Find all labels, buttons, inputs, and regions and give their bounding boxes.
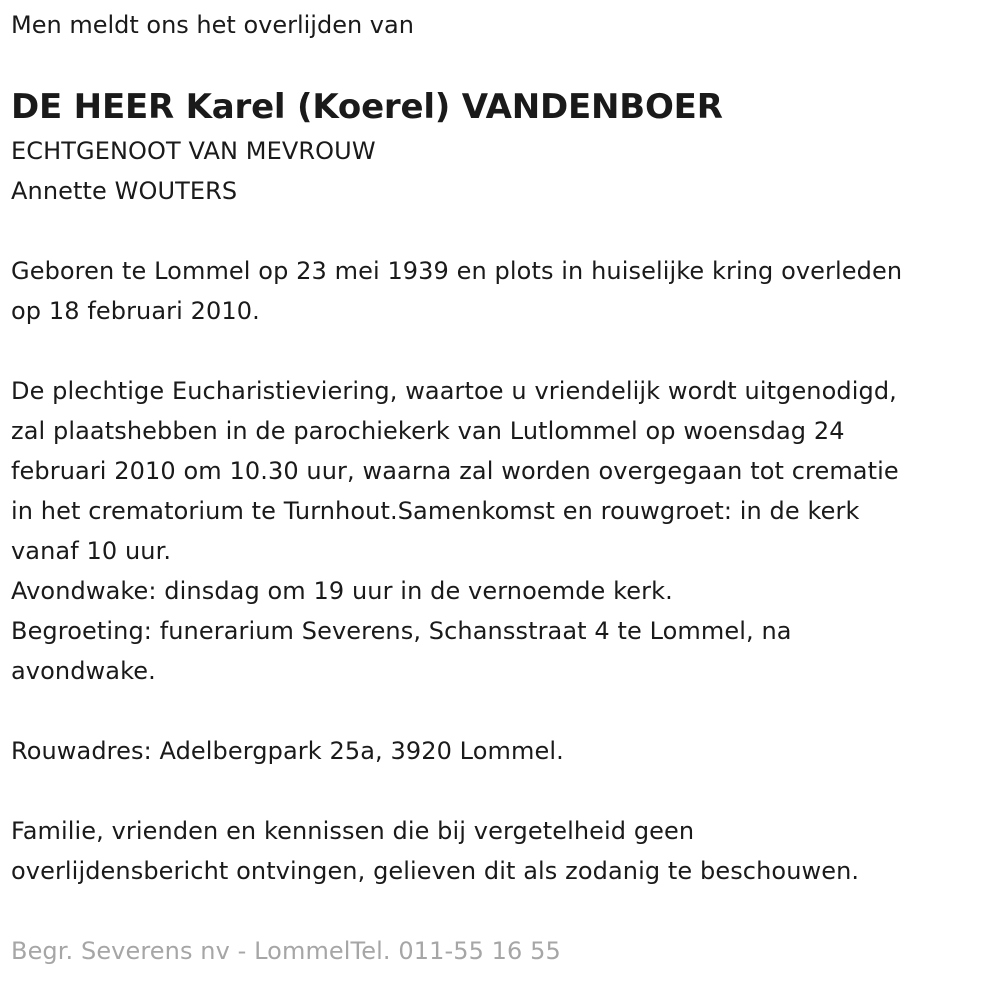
- spacer: [11, 771, 991, 811]
- ceremony-line: in het crematorium te Turnhout.Samenkomst en rouwgroet: in de kerk: [11, 497, 860, 525]
- ceremony-line: zal plaatshebben in de parochiekerk van Lutlommel op woensdag 24: [11, 417, 845, 445]
- wake-line: Avondwake: dinsdag om 19 uur in de vernoemde kerk.: [11, 577, 673, 605]
- obituary-notice: [11, 0, 991, 971]
- notice-line-2: overlijdensbericht ontvingen, gelieven dit als zodanig te beschouwen.: [11, 857, 860, 885]
- spacer: [11, 891, 991, 931]
- spouse-title: ECHTGENOOT VAN MEVROUW: [11, 137, 376, 165]
- ceremony-line: februari 2010 om 10.30 uur, waarna zal worden overgegaan tot crematie: [11, 457, 899, 485]
- birth-death-line-2: op 18 februari 2010.: [11, 297, 260, 325]
- greeting-line: avondwake.: [11, 657, 156, 685]
- ceremony-line: vanaf 10 uur.: [11, 537, 172, 565]
- spacer: [11, 691, 991, 731]
- ceremony-line: De plechtige Eucharistieviering, waartoe u vriendelijk wordt uitgenodigd,: [11, 377, 897, 405]
- intro-text: Men meldt ons het overlijden van: [11, 11, 414, 39]
- funeral-home-footer: Begr. Severens nv - LommelTel. 011-55 16 55: [11, 937, 561, 965]
- spacer: [11, 211, 991, 251]
- spouse-name: Annette WOUTERS: [11, 177, 238, 205]
- birth-death-line-1: Geboren te Lommel op 23 mei 1939 en plots in huiselijke kring overleden: [11, 257, 903, 285]
- mourning-address: Rouwadres: Adelbergpark 25a, 3920 Lommel.: [11, 737, 564, 765]
- spacer: [11, 331, 991, 371]
- notice-line-1: Familie, vrienden en kennissen die bij vergetelheid geen: [11, 817, 695, 845]
- deceased-name: DE HEER Karel (Koerel) VANDENBOER: [11, 87, 723, 127]
- greeting-line: Begroeting: funerarium Severens, Schansstraat 4 te Lommel, na: [11, 617, 792, 645]
